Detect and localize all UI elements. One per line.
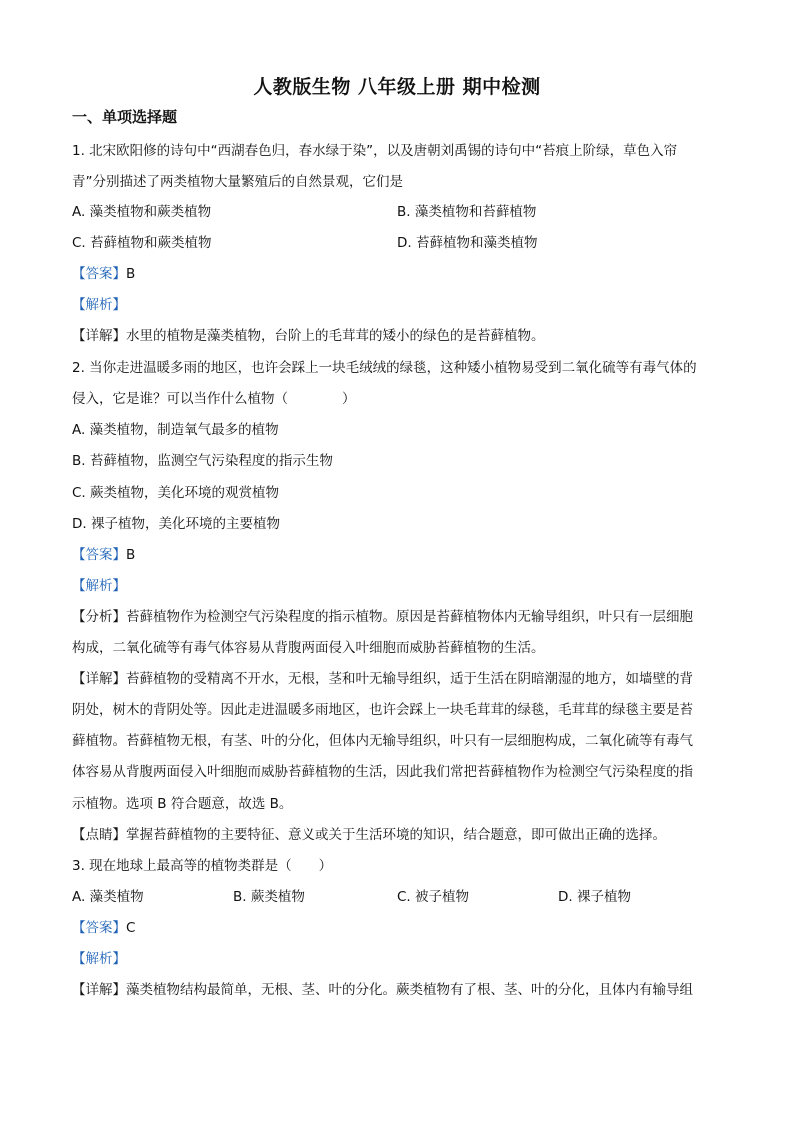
question-2-dianjing (72, 825, 732, 845)
question-2-detail-line-4: 体容易从背腹两面侵入叶细胞而威胁苔藓植物的生活，因此我们常把苔藓植物作为检测空气污染程度的指 (72, 764, 693, 780)
page-title: 人教版生物 八年级上册 期中检测 (253, 76, 541, 98)
question-2-detail-line-1 (72, 669, 732, 689)
question-2-detail-line-2: 阴处，树木的背阴处等。因此走进温暖多雨地区，也许会踩上一块毛茸茸的绿毯，毛茸茸的绿毯主要是苔 (72, 702, 693, 718)
question-1-answer (72, 264, 732, 284)
question-1-detail (72, 326, 732, 346)
section-heading: 一、单项选择题 (72, 108, 178, 126)
question-1-option-d: D. 苔藓植物和藻类植物 (397, 235, 538, 251)
answer-value: B (126, 266, 136, 282)
question-2-stem-line-2: 侵入，它是谁？可以当作什么植物（ ） (72, 391, 356, 407)
question-2-detail-line-3: 藓植物。苔藓植物无根，有茎、叶的分化，但体内无输导组织，叶只有一层细胞构成，二氧化硫等有毒气 (72, 733, 693, 749)
question-3-option-b: B. 蕨类植物 (233, 889, 305, 905)
analysis-tag: 【解析】 (72, 951, 126, 967)
detail-text: 苔藓植物的受精离不开水，无根，茎和叶无输导组织，适于生活在阴暗潮湿的地方，如墙壁的背 (126, 671, 693, 687)
analysis-tag: 【解析】 (72, 297, 126, 313)
answer-value: B (126, 547, 136, 563)
question-3-option-d: D. 裸子植物 (558, 889, 631, 905)
question-2-option-c: C. 蕨类植物，美化环境的观赏植物 (72, 485, 280, 501)
detail-tag: 【详解】 (72, 982, 126, 998)
question-3-option-a: A. 藻类植物 (72, 889, 144, 905)
question-3-analysis (72, 949, 732, 969)
question-2-answer (72, 545, 732, 565)
question-2-option-b: B. 苔藓植物，监测空气污染程度的指示生物 (72, 453, 333, 469)
question-2-option-d: D. 裸子植物，美化环境的主要植物 (72, 516, 280, 532)
question-1-stem-line-1: 1. 北宋欧阳修的诗句中“西湖春色归，春水绿于染”，以及唐朝刘禹锡的诗句中“苔痕上阶绿，草色入帘 (72, 143, 678, 159)
detail-text: 水里的植物是藻类植物，台阶上的毛茸茸的矮小的绿色的是苔藓植物。 (126, 328, 545, 344)
detail-tag: 【详解】 (72, 328, 126, 344)
answer-tag: 【答案】 (72, 266, 126, 282)
question-3-detail (72, 980, 732, 1000)
question-2-stem-line-1: 2. 当你走进温暖多雨的地区，也许会踩上一块毛绒绒的绿毯，这种矮小植物易受到二氧化硫等有毒气体的 (72, 360, 697, 376)
dianjing-text: 掌握苔藓植物的主要特征、意义或关于生活环境的知识，结合题意，即可做出正确的选择。 (126, 827, 666, 843)
question-3-stem: 3. 现在地球上最高等的植物类群是（ ） (72, 858, 333, 874)
fenxi-tag: 【分析】 (72, 609, 126, 625)
dianjing-tag: 【点睛】 (72, 827, 126, 843)
question-1-option-a: A. 藻类植物和蕨类植物 (72, 204, 212, 220)
question-2-fenxi-line-2: 构成，二氧化硫等有毒气体容易从背腹两面侵入叶细胞而威胁苔藓植物的生活。 (72, 640, 545, 656)
analysis-tag: 【解析】 (72, 578, 126, 594)
question-1-stem-line-2: 青”分别描述了两类植物大量繁殖后的自然景观，它们是 (72, 174, 403, 190)
question-2-detail-line-5: 示植物。选项 B 符合题意，故选 B。 (72, 796, 293, 812)
question-2-fenxi-line-1 (72, 607, 732, 627)
question-2-analysis (72, 576, 732, 596)
question-1-option-b: B. 藻类植物和苔藓植物 (397, 204, 537, 220)
answer-value: C (126, 920, 136, 936)
question-1-analysis (72, 295, 732, 315)
question-3-option-c: C. 被子植物 (397, 889, 470, 905)
question-3-answer (72, 918, 732, 938)
question-1-option-c: C. 苔藓植物和蕨类植物 (72, 235, 212, 251)
detail-text: 藻类植物结构最简单，无根、茎、叶的分化。蕨类植物有了根、茎、叶的分化，且体内有输导组 (126, 982, 693, 998)
answer-tag: 【答案】 (72, 920, 126, 936)
fenxi-text: 苔藓植物作为检测空气污染程度的指示植物。原因是苔藓植物体内无输导组织，叶只有一层细胞 (126, 609, 693, 625)
detail-tag: 【详解】 (72, 671, 126, 687)
question-2-option-a: A. 藻类植物，制造氧气最多的植物 (72, 422, 279, 438)
answer-tag: 【答案】 (72, 547, 126, 563)
